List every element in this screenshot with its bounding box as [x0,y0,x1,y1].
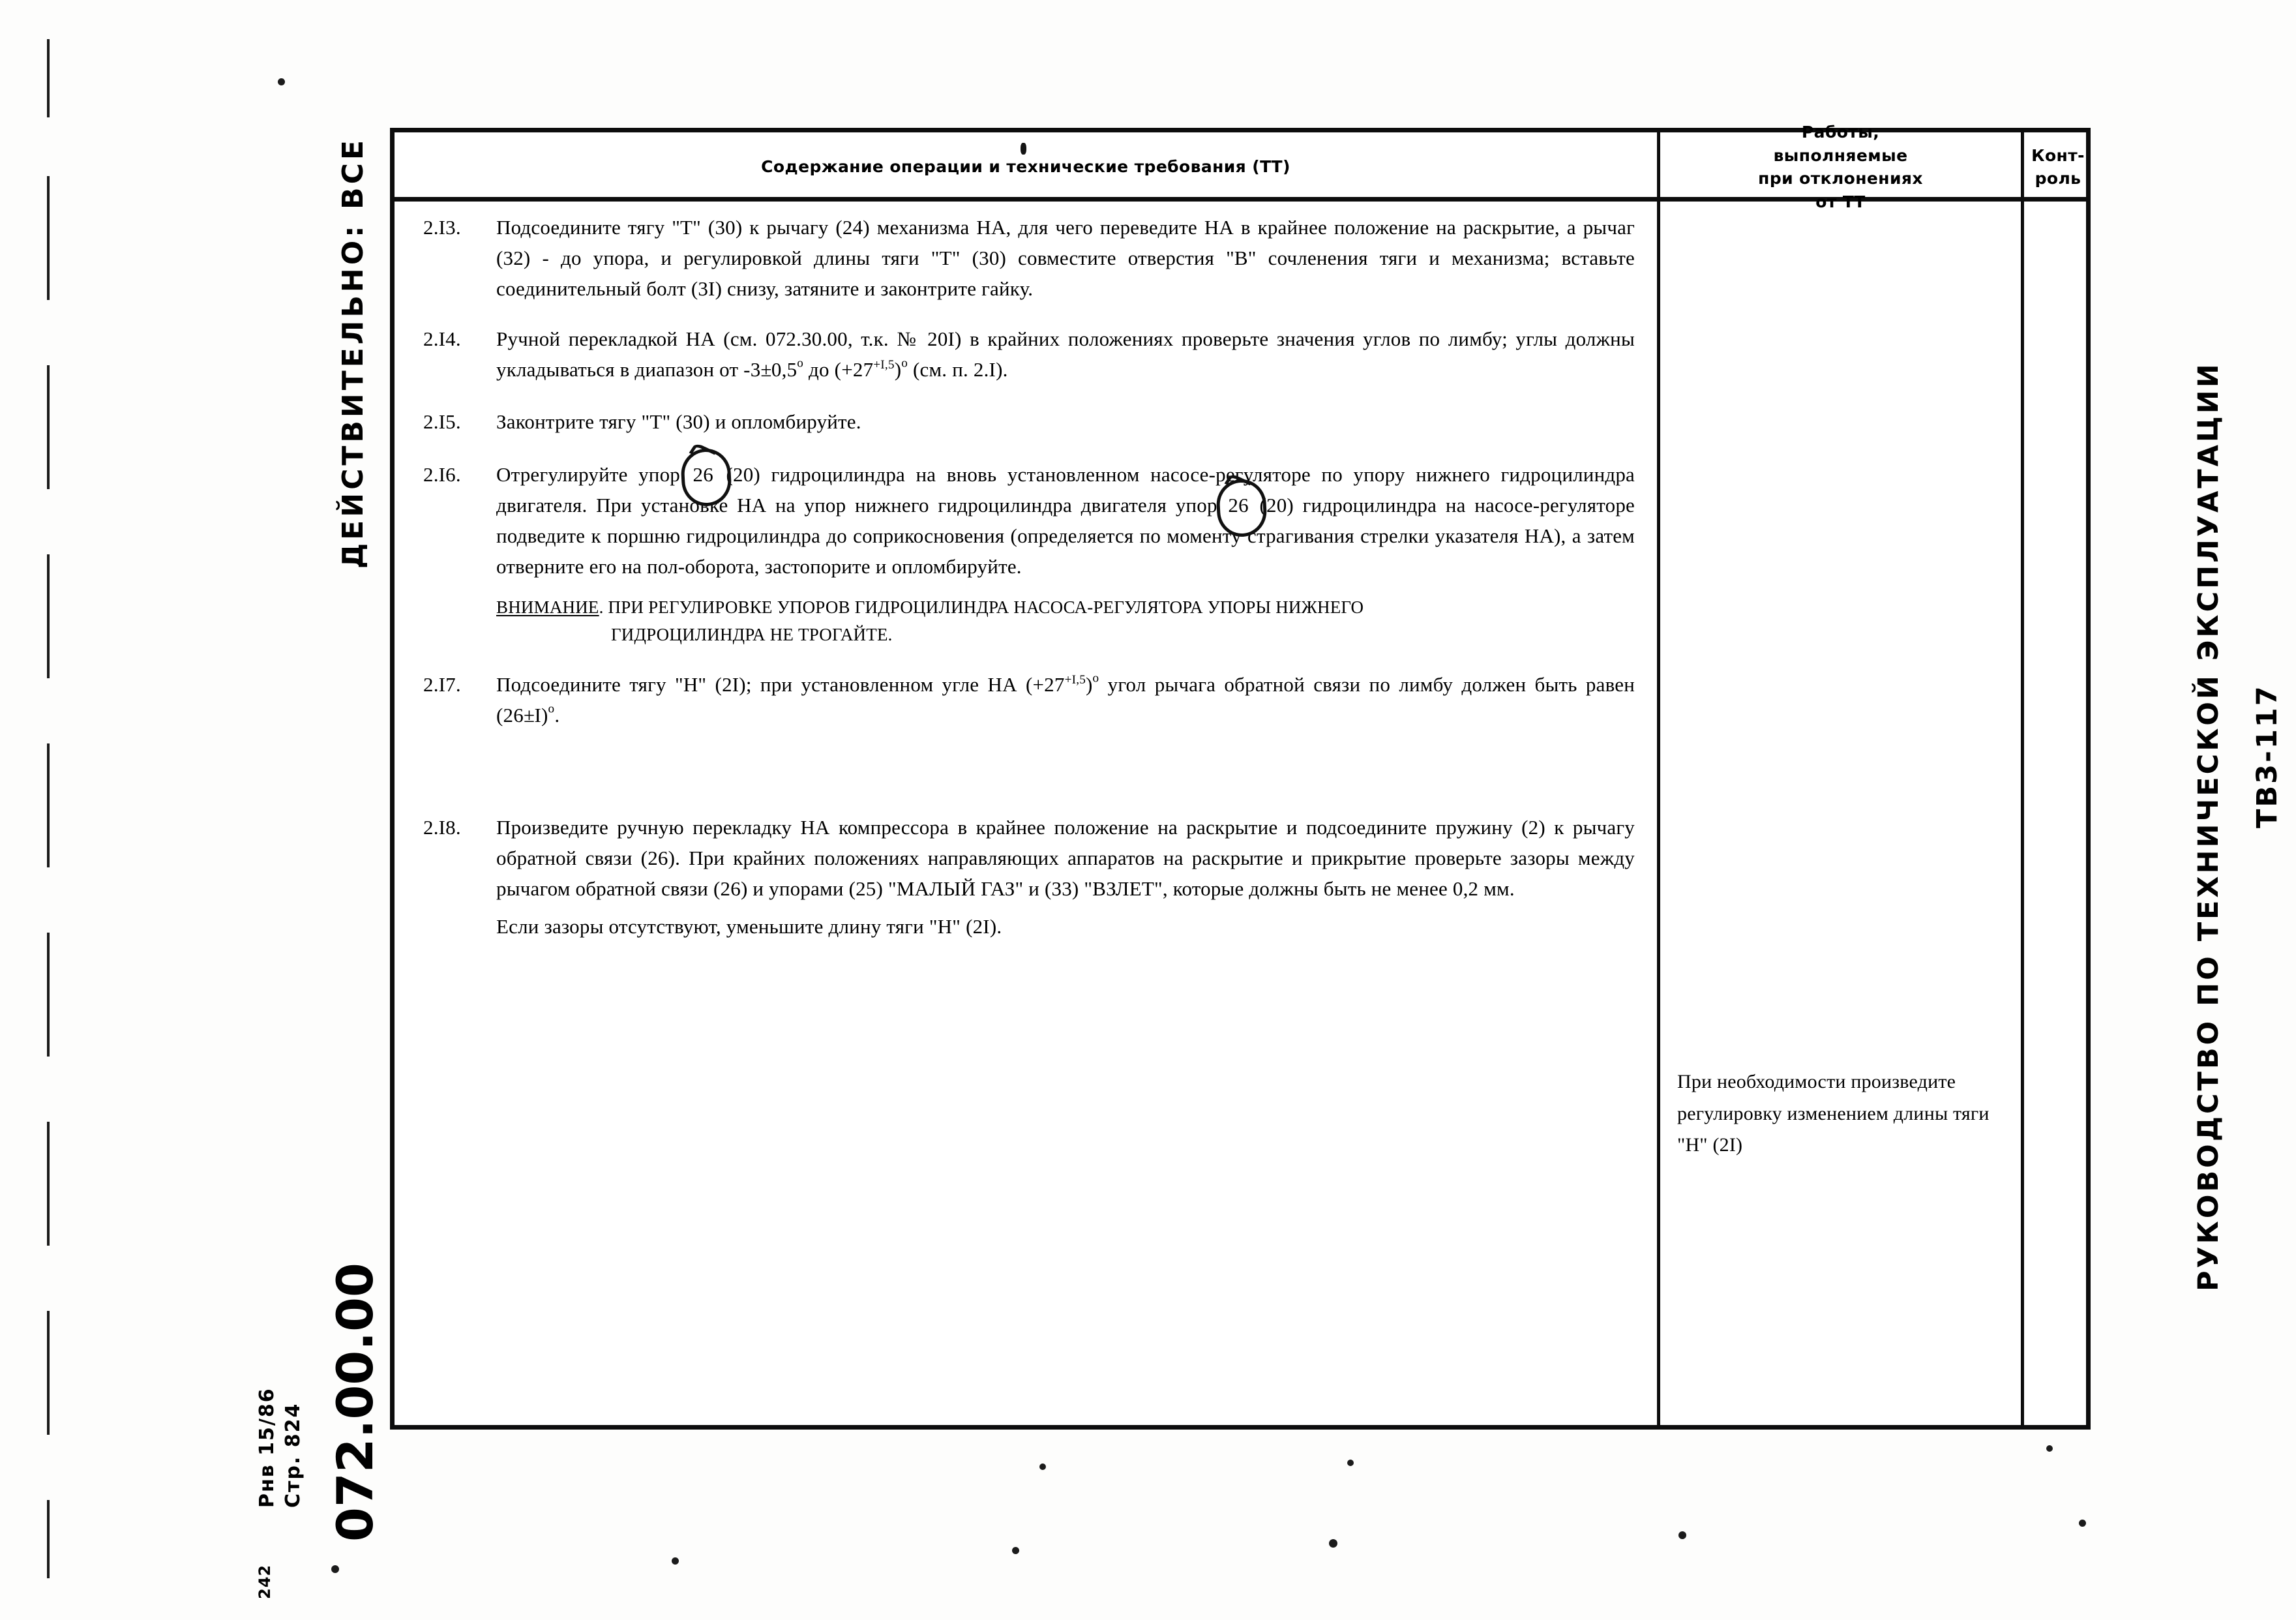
scan-speck [278,78,285,85]
operations-cell [395,202,1657,1425]
tolerance-superscript: +I,5 [873,358,895,372]
scan-speck [672,1557,679,1565]
item-text [496,669,1635,730]
column-header-deviations [1660,123,2021,211]
item-text-part: . [554,704,560,727]
operation-item [423,459,1635,649]
item-text-part: до (+27 [803,358,874,382]
item-text-part: ) [894,358,902,382]
item-text-part: I) [534,704,548,727]
operations-table [390,123,2091,1430]
table-body [395,202,2086,1425]
column-header-deviations-line4: от ТТ [1815,192,1866,211]
scan-speck [2046,1445,2053,1452]
item-text-part: Подсоедините тягу "Н" (2I); при установленном угле НА (+27 [496,673,1065,697]
engine-model-label: ТВ3-117 [2251,684,2284,828]
item-text [496,323,1635,385]
operation-item [423,669,1635,730]
item-text-part: (20) гидроцилиндра на вновь установленном насосе-регуляторе по упору нижнего гидроцилиндра двигателя. При установке НА на упор нижнего гидроцилиндра двигателя упор [496,462,1635,517]
plus-minus-sign: ± [523,704,535,727]
scan-speck [1329,1539,1337,1548]
control-cell [2024,202,2092,1425]
circled-number: 26 [1228,493,1249,517]
circled-annotation [691,459,715,490]
degree-sign: о [901,357,908,371]
warning-label: ВНИМАНИЕ [496,597,599,618]
column-header-operations: Содержание операции и технические требования (ТТ) [761,157,1290,177]
column-header-deviations-line3: при отклонениях [1758,169,1923,188]
effectivity-label: ДЕЙСТВИТЕЛЬНО: ВСЕ [336,137,370,569]
item-number: 2.I6. [423,462,461,486]
column-header-deviations-line1: Работы, [1801,123,1880,142]
warning-block [496,593,1635,648]
item-number: 2.I4. [423,327,461,351]
item-number: 2.I8. [423,815,461,839]
degree-sign: о [548,702,555,717]
item-note: Если зазоры отсутствуют, уменьшите длину тяги "Н" (2I). [496,914,1002,938]
fold-marks [47,39,50,1578]
item-text-part: 0,5 [771,358,798,382]
item-number: 2.I3. [423,216,461,239]
scan-speck [1039,1463,1046,1470]
column-header-control [2024,132,2092,202]
warning-text-line2: ГИДРОЦИЛИНДРА НЕ ТРОГАЙТЕ. [611,625,893,645]
item-text: Произведите ручную перекладку НА компрессора в крайнее положение на раскрытие и подсоедините пружину (2) к рычагу обратной связи (26). При крайних положениях направляющих аппаратов на раскрытие и прикрытие проверьте зазоры между рычагом обратной связи (26) и упорами (25) "МАЛЫЙ ГАЗ" и (33) "ВЗЛЕТ", которые должны быть не менее 0,2 мм. Если зазоры отсутствуют, уменьшите длину тяги "Н" (2I). [496,812,1635,942]
operation-item [423,812,1635,942]
warning-text-line1: . ПРИ РЕГУЛИРОВКЕ УПОРОВ ГИДРОЦИЛИНДРА НАСОСА-РЕГУЛЯТОРА УПОРЫ НИЖНЕГО [599,597,1364,618]
deviations-cell [1660,202,2021,1425]
table-header-row [395,123,2086,211]
item-text: Законтрите тягу "Т" (30) и опломбируйте. [496,410,861,433]
item-text-part: Отрегулируйте упор [496,462,691,486]
revision-label: Рнв 15/86 [256,1387,278,1508]
scan-speck [1347,1460,1354,1466]
tolerance-superscript: +I,5 [1064,673,1086,687]
circled-number: 26 [693,462,713,486]
scan-speck [2079,1520,2086,1527]
scan-speck [1012,1547,1019,1554]
column-header-deviations-line2: выполняемые [1773,145,1908,165]
scan-speck [1678,1531,1686,1539]
degree-sign: о [797,357,804,371]
operation-item [423,406,1635,437]
item-text-part: (см. п. 2.I). [908,358,1008,382]
item-text-part: (20) гидроцилиндра на насосе-регуляторе подведите к поршню гидроцилиндра до соприкосновения (определяется по моменту страгивания стрелки указателя НА), а затем отверните его на пол-оборота, застопорите и опломбируйте. [496,493,1635,578]
page-number-label: Стр. 824 [282,1402,305,1508]
column-header-control-line2: роль [2035,169,2081,188]
item-text-part: угол рычага обратной связи по лимбу должен быть равен (26 [496,673,1635,727]
document-number: 072.00.00 [326,1263,384,1542]
deviation-note: При необходимости произведите регулировку изменением длины тяги "Н" (2I) [1677,1071,1990,1156]
item-text: Подсоедините тягу "Т" (30) к рычагу (24) механизма НА, для чего переведите НА в крайнее положение на раскрытие, а рычаг (32) - до упора, и регулировкой длины тяги "Т" (30) совместите отверстия "В" сочленения тяги и механизма; вставьте соединительный болт (3I) снизу, затяните и законтрите гайку. [496,216,1635,301]
degree-sign: о [1092,671,1099,685]
item-text-part: ) [1086,673,1093,697]
manual-title: РУКОВОДСТВО ПО ТЕХНИЧЕСКОЙ ЭКСПЛУАТАЦИИ [2192,361,2225,1291]
circled-annotation [1226,490,1250,520]
item-number: 2.I7. [423,673,461,697]
column-header-control-line1: Конт- [2031,145,2085,165]
scan-speck [331,1565,339,1573]
operation-item [423,212,1635,304]
item-text [496,459,1635,649]
folio-number: 242 [256,1564,274,1599]
item-text-part: Ручной перекладкой НА (см. 072.30.00, т.к. № 20I) в крайних положениях проверьте значения углов по лимбу; углы должны укладываться в диапазон от -3 [496,327,1635,382]
operation-item [423,323,1635,385]
plus-minus-sign: ± [760,358,771,382]
item-number: 2.I5. [423,410,461,433]
